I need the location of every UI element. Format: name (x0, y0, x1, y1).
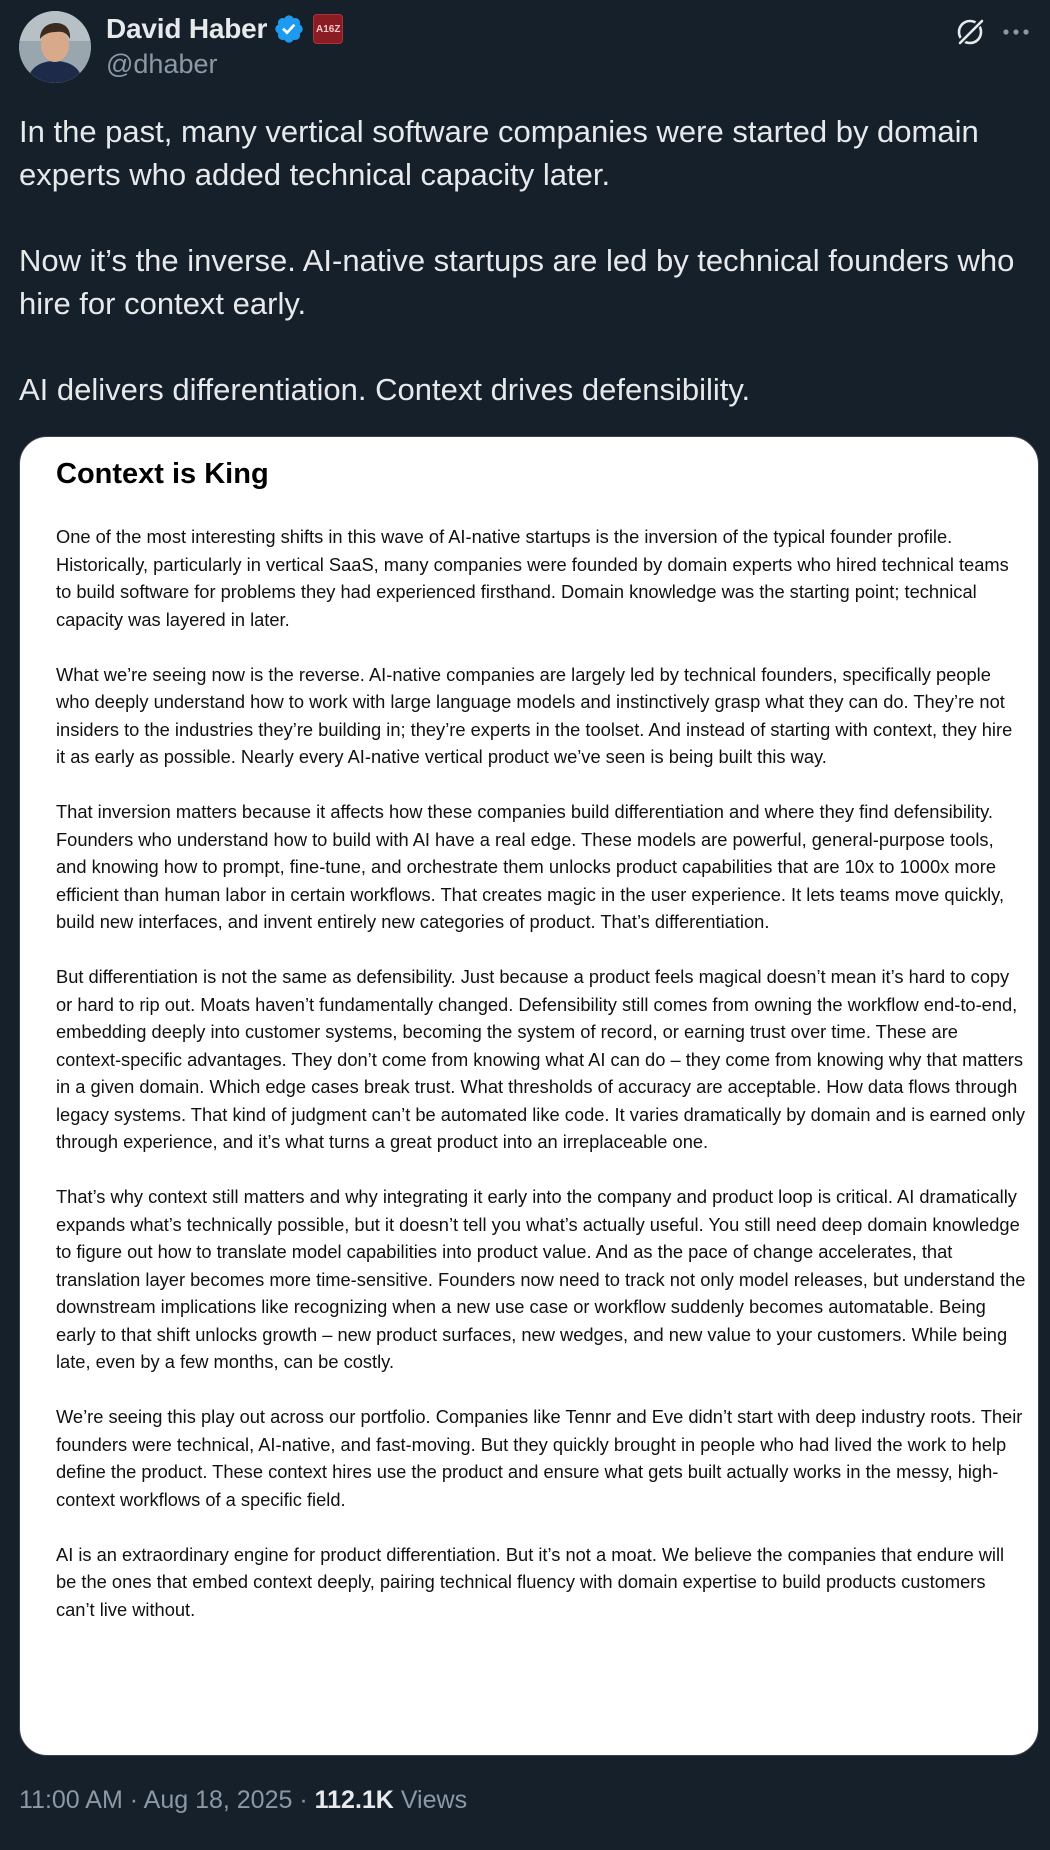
card-content (56, 455, 1026, 1651)
handle[interactable]: @dhaber (106, 49, 218, 79)
tweet-time[interactable]: 11:00 AM (19, 1786, 123, 1814)
display-name[interactable]: David Haber (106, 13, 268, 44)
tweet-header (19, 11, 1031, 83)
avatar-image (19, 11, 91, 83)
card-paragraph: AI is an extraordinary engine for product differentiation. But it’s not a moat. We believe the companies that endure will be the ones that embed context deeply, pairing technical fluency with domain expertise to build products customers can’t live without. (56, 1543, 1005, 1620)
tweet-meta (19, 1786, 467, 1815)
meta-separator: · (129, 1786, 139, 1814)
grok-icon[interactable] (953, 15, 987, 49)
tweet-text (19, 110, 1024, 454)
name-row (106, 11, 343, 47)
author-block (106, 11, 343, 83)
card-paragraph: That’s why context still matters and why integrating it early into the company and product loop is critical. AI dramatically expands what’s technically possible, but it doesn’t tell you what’s actually useful. You still need deep domain knowledge to figure out how to translate model capabilities into product value. And as the pace of change accelerates, that translation layer becomes more time-sensitive. Founders now need to track not only model releases, but understand the downstream implications like recognizing when a new use case or workflow suddenly becomes automatable. Being early to that shift unlocks growth – new product surfaces, new wedges, and new value to your customers. While being late, even by a few months, can be costly. (56, 1186, 1026, 1372)
card-paragraph: What we’re seeing now is the reverse. AI-native companies are largely led by technical founders, specifically people who deeply understand how to work with large language models and instinctively grasp what they can do. They’re not insiders to the industries they’re building in; they’re experts in the toolset. And instead of starting with context, they hire it as early as possible. Nearly every AI-native vertical product we’ve seen is being built this way. (56, 663, 1013, 767)
card-paragraph: But differentiation is not the same as defensibility. Just because a product feels magical doesn’t mean it’s hard to copy or hard to rip out. Moats haven’t fundamentally changed. Defensibility still comes from owning the workflow end-to-end, embedding deeply into customer systems, becoming the system of record, or earning trust over time. These are context-specific advantages. They don’t come from knowing what AI can do – they come from knowing why that matters in a given domain. Which edge cases break trust. What thresholds of accuracy are acceptable. How data flows through legacy systems. That kind of judgment can’t be automated like code. It varies dramatically by domain and is earned only through experience, and it’s what turns a great product into an irreplaceable one. (56, 966, 1026, 1152)
tweet-paragraph: AI delivers differentiation. Context drives defensibility. (19, 372, 751, 407)
tweet-paragraph: In the past, many vertical software companies were started by domain experts who added technical capacity later. (19, 114, 979, 192)
affiliate-badge[interactable]: A16Z (313, 14, 343, 44)
card-title: Context is King (56, 458, 269, 490)
views-label: Views (400, 1786, 468, 1814)
avatar[interactable] (19, 11, 91, 83)
tweet-paragraph: Now it’s the inverse. AI-native startups are led by technical founders who hire for context early. (19, 243, 1015, 321)
card-paragraph: One of the most interesting shifts in this wave of AI-native startups is the inversion of the typical founder profile. Historically, particularly in vertical SaaS, many companies were founded by domain experts who hired technical teams to build software for problems they had experienced firsthand. Domain knowledge was the starting point; technical capacity was layered in later. (56, 526, 1009, 630)
verified-badge-icon[interactable] (273, 13, 305, 45)
more-icon[interactable] (1001, 15, 1031, 49)
views-count[interactable]: 112.1K (314, 1786, 394, 1814)
tweet-date[interactable]: Aug 18, 2025 (143, 1786, 293, 1814)
card-body (56, 523, 1026, 1623)
card-paragraph: That inversion matters because it affects how these companies build differentiation and where they find defensibility. Founders who understand how to build with AI have a real edge. These models are powerful, general-purpose tools, and knowing how to prompt, fine-tune, and orchestrate them unlocks product capabilities that are 10x to 1000x more efficient than human labor in certain workflows. That creates magic in the user experience. It lets teams move quickly, build new interfaces, and invent entirely new categories of product. That’s differentiation. (56, 801, 1005, 932)
attached-image-card[interactable] (19, 436, 1039, 1756)
card-paragraph: We’re seeing this play out across our portfolio. Companies like Tennr and Eve didn’t start with deep industry roots. Their founders were technical, AI-native, and fast-moving. But they quickly brought in people who had lived the work to help define the product. These context hires use the product and ensure what gets built actually works in the messy, high-context workflows of a specific field. (56, 1406, 1023, 1510)
meta-separator: · (299, 1786, 308, 1814)
